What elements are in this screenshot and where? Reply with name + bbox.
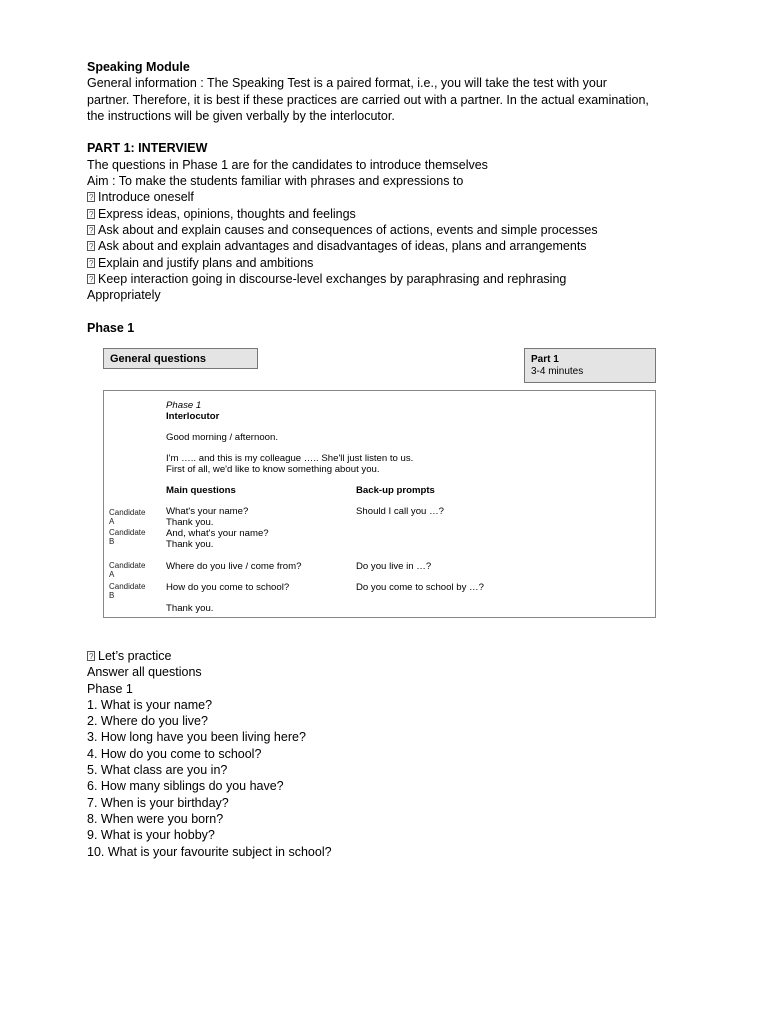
general-questions-label: General questions <box>103 348 258 369</box>
question-item: 10. What is your favourite subject in school? <box>87 844 332 859</box>
main-question: And, what's your name? <box>166 528 269 539</box>
heading: Speaking Module <box>87 60 190 74</box>
question-item: 3. How long have you been living here? <box>87 730 306 745</box>
missing-glyph-icon <box>87 241 95 251</box>
part1-title: PART 1: INTERVIEW <box>87 141 208 156</box>
aim-item: ?Keep interaction going in discourse-level exchanges by paraphrasing and rephrasing <box>87 271 687 287</box>
main-questions-header: Main questions <box>166 485 236 496</box>
main-question: Thank you. <box>166 539 214 550</box>
missing-glyph-icon <box>87 258 95 268</box>
exam-figure <box>103 346 657 618</box>
aim-line: Aim : To make the students familiar with phrases and expressions to <box>87 174 464 189</box>
general-info-line: the instructions will be given verbally by the interlocutor. <box>87 108 395 123</box>
candidate-label: B <box>109 537 115 546</box>
question-item: 5. What class are you in? <box>87 763 228 778</box>
intro-line: I'm ….. and this is my colleague ….. She'll just listen to us. <box>166 453 414 464</box>
aim-item-tail: Appropriately <box>87 288 161 303</box>
candidate-label: Candidate <box>109 561 146 570</box>
document-body <box>87 59 687 336</box>
general-info-line: partner. Therefore, it is best if these practices are carried out with a partner. In the actual examination, <box>87 92 649 107</box>
part-box <box>524 348 656 383</box>
phase-heading: Phase 1 <box>87 320 135 335</box>
question-item: 8. When were you born? <box>87 811 224 826</box>
missing-glyph-icon <box>87 651 95 661</box>
aim-item: ?Express ideas, opinions, thoughts and feelings <box>87 206 687 222</box>
missing-glyph-icon <box>87 225 95 235</box>
missing-glyph-icon <box>87 209 95 219</box>
candidate-label: A <box>109 517 115 526</box>
main-question: What's your name? <box>166 506 249 517</box>
backup-prompt: Do you live in …? <box>356 561 432 572</box>
practice-section <box>87 648 687 860</box>
phase-label: Phase 1 <box>87 681 133 696</box>
main-question: Where do you live / come from? <box>166 561 302 572</box>
phase-label: Phase 1 <box>166 400 202 411</box>
aim-item: ?Ask about and explain causes and consequences of actions, events and simple processes <box>87 222 687 238</box>
candidate-label: Candidate <box>109 528 146 537</box>
general-info-line: General information : The Speaking Test is a paired format, i.e., you will take the test with your <box>87 76 607 91</box>
answer-all-label: Answer all questions <box>87 665 202 680</box>
part1-intro: The questions in Phase 1 are for the candidates to introduce themselves <box>87 157 488 172</box>
question-item: 9. What is your hobby? <box>87 828 215 843</box>
candidate-label: Candidate <box>109 582 146 591</box>
closing-line: Thank you. <box>166 603 214 614</box>
aim-item: ?Ask about and explain advantages and disadvantages of ideas, plans and arrangements <box>87 238 687 254</box>
question-item: 1. What is your name? <box>87 697 213 712</box>
question-item: 6. How many siblings do you have? <box>87 779 284 794</box>
greeting: Good morning / afternoon. <box>166 432 278 443</box>
candidate-label: B <box>109 591 115 600</box>
backup-prompt: Do you come to school by …? <box>356 582 484 593</box>
backup-prompt: Should I call you …? <box>356 506 444 517</box>
missing-glyph-icon <box>87 192 95 202</box>
part-label: Part 1 <box>531 354 559 365</box>
main-question: How do you come to school? <box>166 582 290 593</box>
part-time: 3-4 minutes <box>531 366 584 377</box>
aim-item: ?Explain and justify plans and ambitions <box>87 255 687 271</box>
candidate-label: A <box>109 570 115 579</box>
main-question: Thank you. <box>166 517 214 528</box>
question-item: 2. Where do you live? <box>87 714 208 729</box>
backup-prompts-header: Back-up prompts <box>356 485 435 496</box>
candidate-label: Candidate <box>109 508 146 517</box>
missing-glyph-icon <box>87 274 95 284</box>
question-item: 7. When is your birthday? <box>87 795 229 810</box>
aim-item: ?Introduce oneself <box>87 189 687 205</box>
question-item: 4. How do you come to school? <box>87 746 262 761</box>
interview-script-box <box>103 390 656 618</box>
intro-line: First of all, we'd like to know something about you. <box>166 464 380 475</box>
practice-label: ?Let’s practice <box>87 648 687 664</box>
interlocutor-label: Interlocutor <box>166 411 220 422</box>
